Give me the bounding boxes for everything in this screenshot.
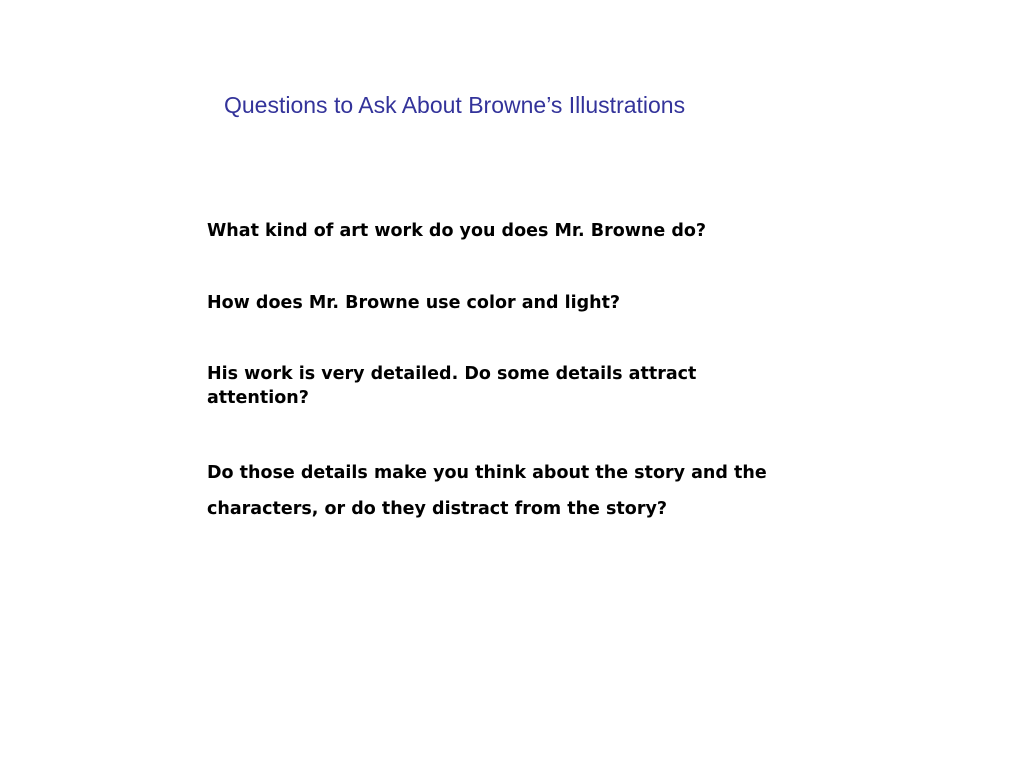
question-3: His work is very detailed. Do some details attract attention?	[207, 364, 697, 408]
question-2: How does Mr. Browne use color and light?	[207, 293, 621, 313]
question-1: What kind of art work do you does Mr. Browne do?	[207, 221, 707, 241]
question-4: Do those details make you think about the story and the characters, or do they distract from the story?	[207, 463, 767, 519]
slide-title: Questions to Ask About Browne’s Illustrations	[224, 92, 686, 118]
